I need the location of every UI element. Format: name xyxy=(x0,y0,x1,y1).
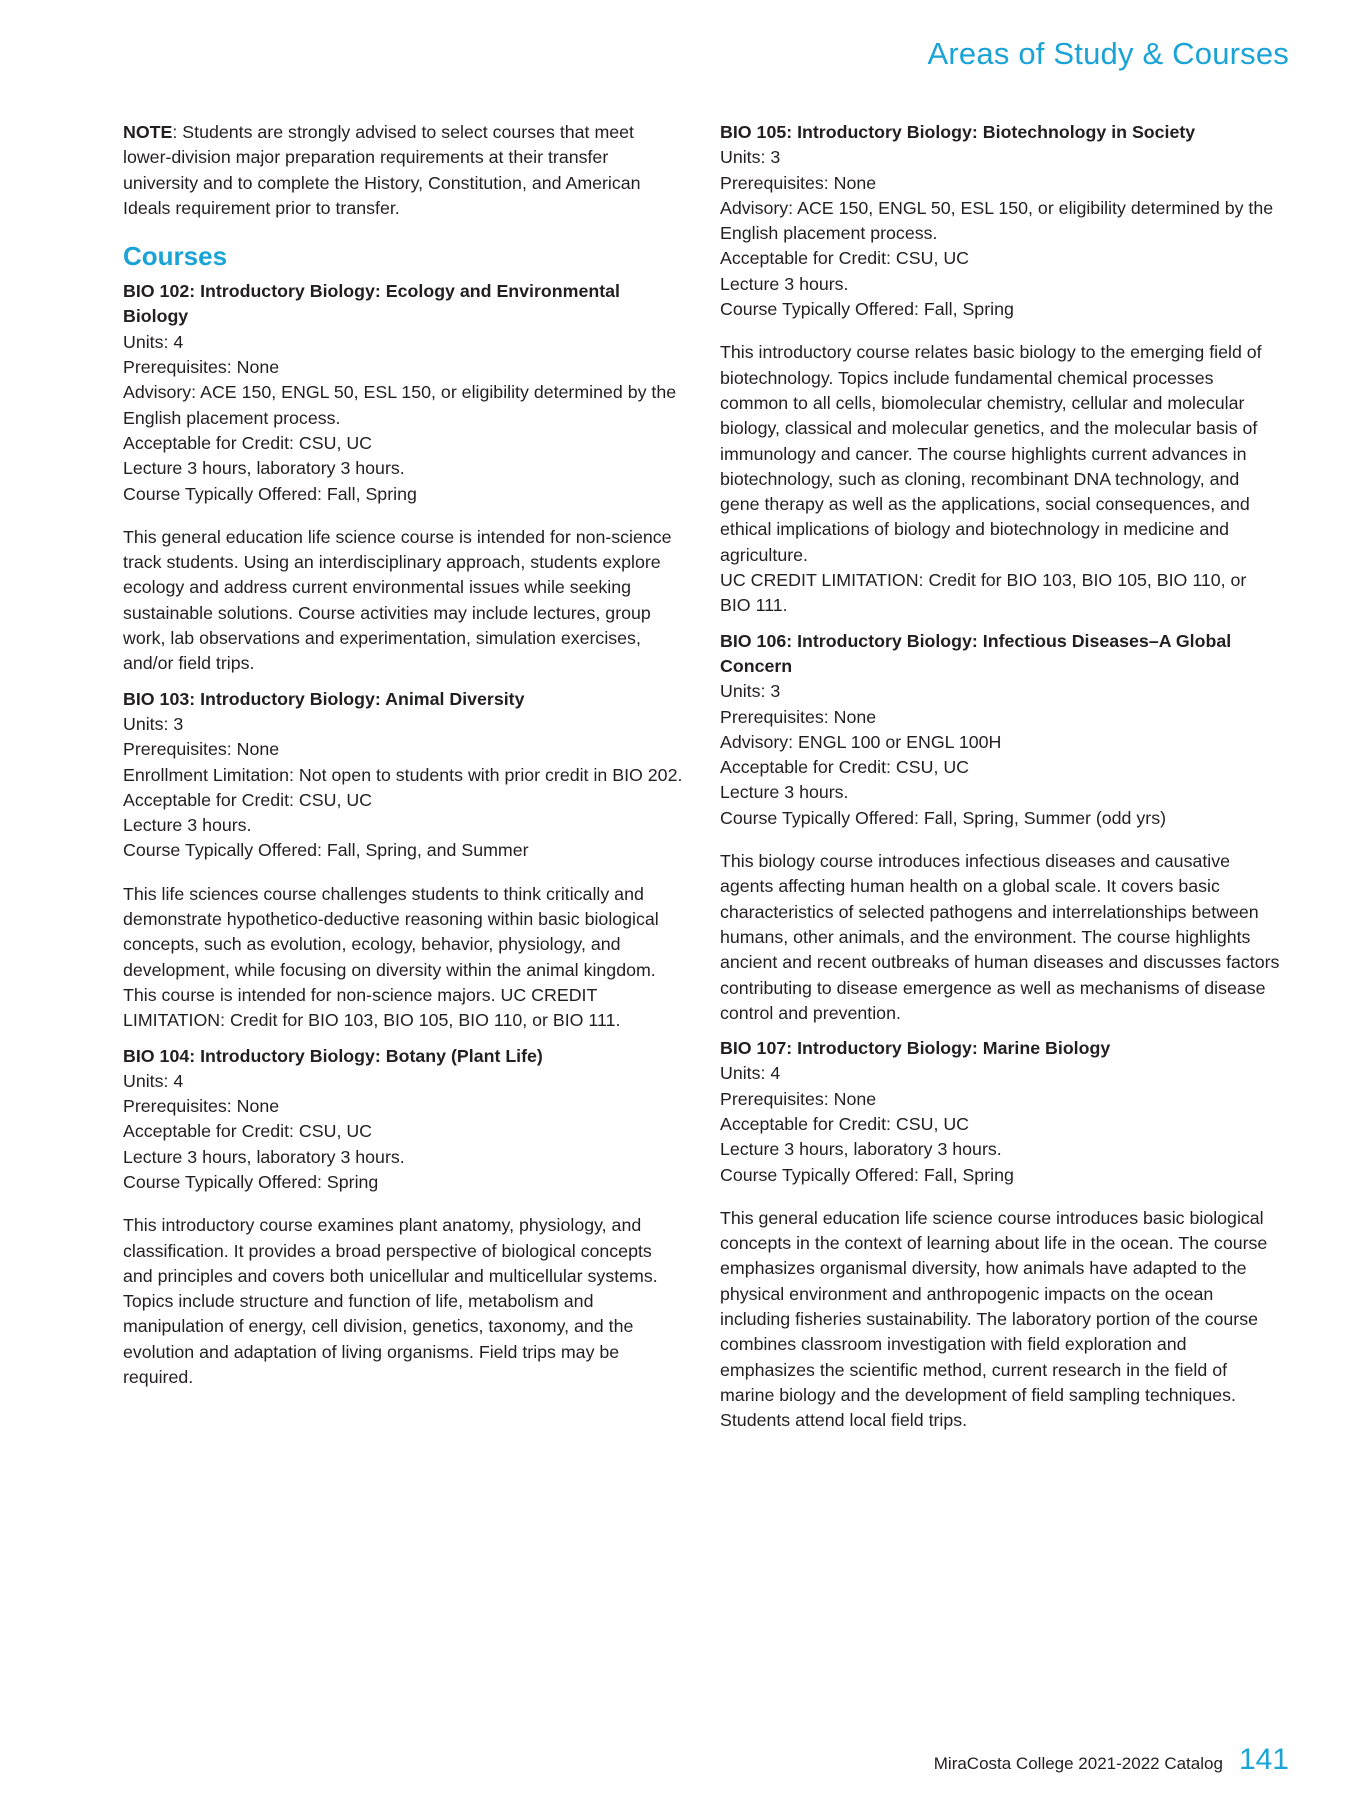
course-title: BIO 103: Introductory Biology: Animal Diversity xyxy=(123,688,525,709)
course-bio-104 xyxy=(123,1044,683,1391)
course-units: Units: 3 xyxy=(720,147,781,168)
course-hours: Lecture 3 hours. xyxy=(720,782,849,803)
right-column xyxy=(720,120,1280,1444)
course-offered: Course Typically Offered: Spring xyxy=(123,1171,379,1192)
course-prerequisites: Prerequisites: None xyxy=(123,357,280,378)
course-units: Units: 4 xyxy=(720,1063,781,1084)
course-title: BIO 104: Introductory Biology: Botany (Plant Life) xyxy=(123,1045,543,1066)
section-heading-courses: Courses xyxy=(123,241,228,272)
course-enrollment-limitation: Enrollment Limitation: Not open to students with prior credit in BIO 202. xyxy=(123,764,683,785)
course-hours: Lecture 3 hours, laboratory 3 hours. xyxy=(123,458,405,479)
transfer-note xyxy=(123,120,683,221)
course-hours: Lecture 3 hours, laboratory 3 hours. xyxy=(720,1139,1002,1160)
course-credit: Acceptable for Credit: CSU, UC xyxy=(123,432,373,453)
page-footer xyxy=(934,1743,1289,1777)
course-title: BIO 106: Introductory Biology: Infectious Diseases–A Global Concern xyxy=(720,630,1232,676)
course-title: BIO 102: Introductory Biology: Ecology and Environmental Biology xyxy=(123,281,620,327)
course-hours: Lecture 3 hours, laboratory 3 hours. xyxy=(123,1146,405,1167)
course-description: This introductory course relates basic biology to the emerging field of biotechnology. Topics include fundamental chemical processes common to all cells, biomolecular chemistry, cellular and molecular biology, classical and molecular genetics, and the molecular basis of immunology and cancer. The course highlights current advances in biotechnology, such as cloning, recombinant DNA technology, and gene therapy as well as the applications, social consequences, and ethical implications of biology and biotechnology in medicine and agriculture. xyxy=(720,342,1262,565)
course-prerequisites: Prerequisites: None xyxy=(720,172,877,193)
course-units: Units: 4 xyxy=(123,1070,184,1091)
course-bio-106 xyxy=(720,629,1280,1026)
course-advisory: Advisory: ACE 150, ENGL 50, ESL 150, or eligibility determined by the English placement process. xyxy=(123,382,677,428)
note-label: NOTE xyxy=(123,122,173,142)
course-offered: Course Typically Offered: Fall, Spring, and Summer xyxy=(123,840,529,861)
course-offered: Course Typically Offered: Fall, Spring, Summer (odd yrs) xyxy=(720,807,1167,828)
course-prerequisites: Prerequisites: None xyxy=(720,1088,877,1109)
course-bio-107 xyxy=(720,1036,1280,1433)
course-bio-105 xyxy=(720,120,1280,619)
course-credit: Acceptable for Credit: CSU, UC xyxy=(123,789,373,810)
course-units: Units: 4 xyxy=(123,331,184,352)
course-description: This general education life science course introduces basic biological concepts in the context of learning about life in the ocean. The course emphasizes organismal diversity, how animals have adapted to the physical environment and anthropogenic impacts on the ocean including fisheries sustainability. The laboratory portion of the course combines classroom investigation with field exploration and emphasizes the scientific method, current research in the field of marine biology and the development of field sampling techniques. Students attend local field trips. xyxy=(720,1207,1268,1431)
course-prerequisites: Prerequisites: None xyxy=(123,739,280,760)
page-header: Areas of Study & Courses xyxy=(927,36,1289,71)
course-description: This life sciences course challenges students to think critically and demonstrate hypothetico-deductive reasoning within basic biological concepts, such as evolution, ecology, behavior, physiology, and development, while focusing on diversity within the animal kingdom. This course is intended for non-science majors. UC CREDIT LIMITATION: Credit for BIO 103, BIO 105, BIO 110, or BIO 111. xyxy=(123,883,659,1031)
course-offered: Course Typically Offered: Fall, Spring xyxy=(720,1164,1014,1185)
course-credit-limitation: UC CREDIT LIMITATION: Credit for BIO 103, BIO 105, BIO 110, or BIO 111. xyxy=(720,570,1247,616)
course-credit: Acceptable for Credit: CSU, UC xyxy=(123,1121,373,1142)
course-credit: Acceptable for Credit: CSU, UC xyxy=(720,757,970,778)
course-hours: Lecture 3 hours. xyxy=(123,815,252,836)
course-prerequisites: Prerequisites: None xyxy=(720,706,877,727)
course-title: BIO 107: Introductory Biology: Marine Biology xyxy=(720,1038,1111,1059)
course-description: This introductory course examines plant anatomy, physiology, and classification. It provides a broad perspective of biological concepts and principles and covers both unicellular and multicellular systems. Topics include structure and function of life, metabolism and manipulation of energy, cell division, genetics, taxonomy, and the evolution and adaptation of living organisms. Field trips may be required. xyxy=(123,1215,658,1388)
left-column xyxy=(123,120,683,1400)
course-units: Units: 3 xyxy=(123,713,184,734)
course-credit: Acceptable for Credit: CSU, UC xyxy=(720,1113,970,1134)
course-units: Units: 3 xyxy=(720,681,781,702)
course-offered: Course Typically Offered: Fall, Spring xyxy=(720,299,1014,320)
course-offered: Course Typically Offered: Fall, Spring xyxy=(123,483,417,504)
page-number: 141 xyxy=(1238,1743,1289,1776)
footer-catalog-title: MiraCosta College 2021-2022 Catalog xyxy=(933,1754,1223,1773)
course-credit: Acceptable for Credit: CSU, UC xyxy=(720,248,970,269)
course-title: BIO 105: Introductory Biology: Biotechnology in Society xyxy=(720,122,1196,142)
note-text: : Students are strongly advised to select courses that meet lower-division major preparation requirements at their transfer university and to complete the History, Constitution, and American Ideals requirement prior to transfer. xyxy=(123,122,641,218)
course-description: This general education life science course is intended for non-science track students. Using an interdisciplinary approach, students explore ecology and address current environmental issues while seeking sustainable solutions. Course activities may include lectures, group work, lab observations and experimentation, simulation exercises, and/or field trips. xyxy=(123,526,672,674)
course-bio-103 xyxy=(123,687,683,1034)
course-advisory: Advisory: ACE 150, ENGL 50, ESL 150, or eligibility determined by the English placement process. xyxy=(720,197,1274,244)
course-description: This biology course introduces infectious diseases and causative agents affecting human health on a global scale. It covers basic characteristics of selected pathogens and interrelationships between humans, other animals, and the environment. The course highlights ancient and recent outbreaks of human diseases and discusses factors contributing to disease emergence as well as mechanisms of disease control and prevention. xyxy=(720,851,1280,1023)
course-prerequisites: Prerequisites: None xyxy=(123,1096,280,1117)
course-bio-102 xyxy=(123,279,683,676)
course-advisory: Advisory: ENGL 100 or ENGL 100H xyxy=(720,731,1002,752)
course-hours: Lecture 3 hours. xyxy=(720,273,849,294)
